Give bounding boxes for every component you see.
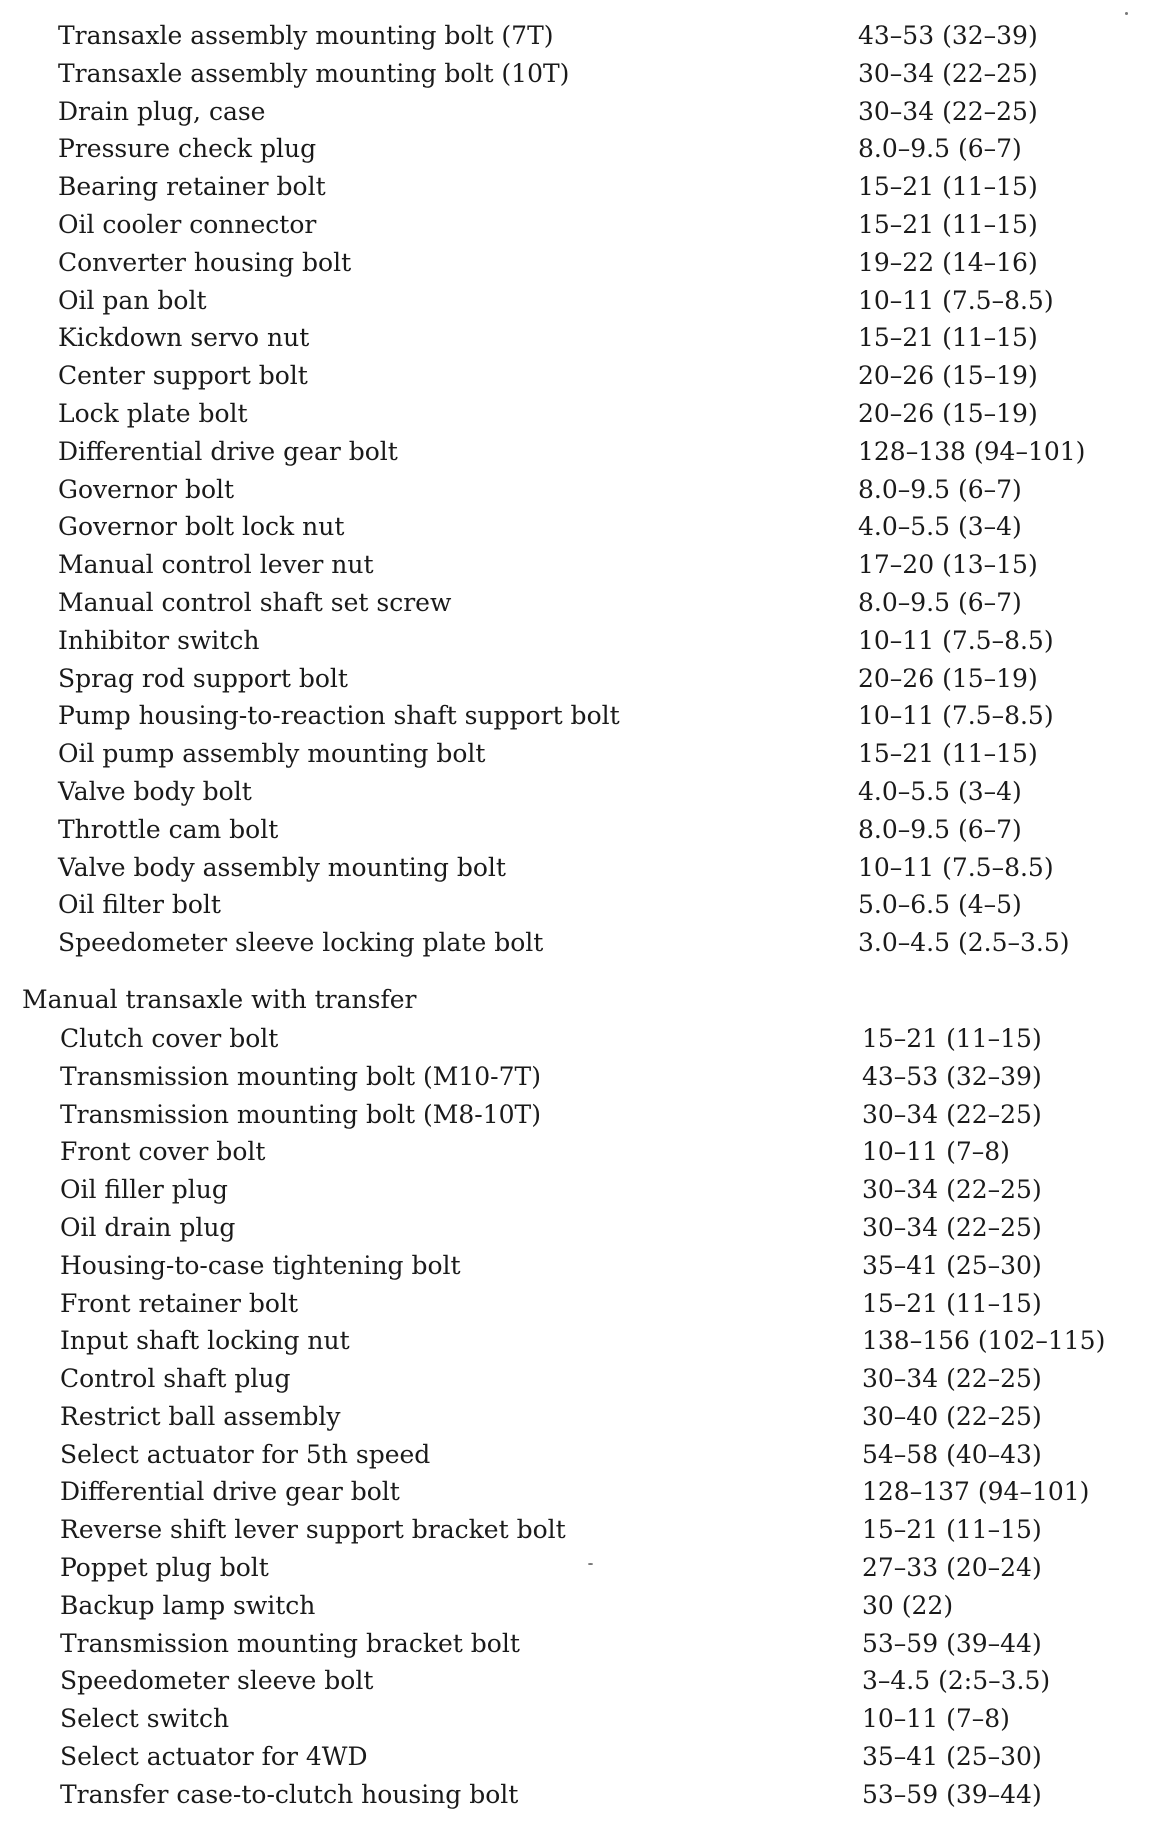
spec-item-label: Restrict ball assembly [60, 1401, 341, 1431]
spec-torque-value: 15–21 (11–15) [858, 739, 1038, 769]
spec-item-label: Speedometer sleeve bolt [60, 1666, 374, 1696]
spec-torque-value: 30–34 (22–25) [862, 1175, 1042, 1205]
spec-torque-value: 30–34 (22–25) [858, 58, 1038, 88]
manual-transaxle-group [0, 1020, 1152, 1814]
spec-item-label: Select actuator for 5th speed [60, 1439, 431, 1469]
spec-torque-value: 8.0–9.5 (6–7) [858, 134, 1022, 164]
spec-item-label: Control shaft plug [60, 1364, 291, 1394]
spec-item-label: Poppet plug bolt [60, 1553, 269, 1583]
spec-torque-value: 10–11 (7.5–8.5) [858, 852, 1054, 882]
spec-row [0, 924, 1152, 962]
spec-torque-value: 20–26 (15–19) [858, 398, 1038, 428]
spec-torque-value: 8.0–9.5 (6–7) [858, 474, 1022, 504]
spec-row [0, 886, 1152, 924]
spec-item-label: Oil drain plug [60, 1212, 236, 1242]
spec-torque-value: 30–34 (22–25) [862, 1212, 1042, 1242]
spec-row [0, 546, 1152, 584]
spec-row [0, 849, 1152, 887]
spec-row [0, 1058, 1152, 1096]
spec-torque-value: 128–137 (94–101) [862, 1477, 1090, 1507]
spec-row [0, 1285, 1152, 1323]
spec-torque-value: 15–21 (11–15) [858, 209, 1038, 239]
spec-item-label: Lock plate bolt [58, 398, 248, 428]
spec-torque-value: 10–11 (7–8) [862, 1137, 1010, 1167]
spec-torque-value: 30–34 (22–25) [858, 96, 1038, 126]
spec-item-label: Reverse shift lever support bracket bolt [60, 1515, 566, 1545]
spec-row [0, 584, 1152, 622]
spec-row [0, 433, 1152, 471]
spec-torque-value: 20–26 (15–19) [858, 361, 1038, 391]
spec-row [0, 773, 1152, 811]
automatic-transaxle-group [0, 17, 1152, 962]
spec-row [0, 1587, 1152, 1625]
spec-row [0, 244, 1152, 282]
torque-spec-table [0, 17, 1152, 1814]
spec-torque-value: 4.0–5.5 (3–4) [858, 512, 1022, 542]
spec-row [0, 1511, 1152, 1549]
spec-torque-value: 43–53 (32–39) [858, 21, 1038, 50]
spec-item-label: Housing-to-case tightening bolt [60, 1250, 461, 1280]
spec-item-label: Oil cooler connector [58, 209, 317, 239]
spec-row [0, 93, 1152, 131]
spec-item-label: Front cover bolt [60, 1137, 266, 1167]
spec-torque-value: 53–59 (39–44) [862, 1628, 1042, 1658]
section-heading: Manual transaxle with transfer [22, 984, 417, 1014]
spec-item-label: Pump housing-to-reaction shaft support bolt [58, 701, 620, 731]
spec-torque-value: 15–21 (11–15) [858, 172, 1038, 202]
spec-item-label: Sprag rod support bolt [58, 663, 348, 693]
spec-item-label: Pressure check plug [58, 134, 317, 164]
spec-row [0, 17, 1152, 55]
spec-row [0, 1549, 1152, 1587]
spec-torque-value: 5.0–6.5 (4–5) [858, 890, 1022, 920]
spec-torque-value: 19–22 (14–16) [858, 247, 1038, 277]
spec-item-label: Differential drive gear bolt [60, 1477, 400, 1507]
spec-item-label: Select actuator for 4WD [60, 1742, 368, 1772]
spec-row [0, 697, 1152, 735]
scan-speck [1125, 12, 1128, 15]
spec-row [0, 471, 1152, 509]
spec-torque-value: 53–59 (39–44) [862, 1779, 1042, 1809]
spec-torque-value: 15–21 (11–15) [858, 323, 1038, 353]
spec-row [0, 130, 1152, 168]
spec-row [0, 622, 1152, 660]
spec-row [0, 395, 1152, 433]
spec-row [0, 508, 1152, 546]
spec-item-label: Speedometer sleeve locking plate bolt [58, 928, 544, 958]
spec-torque-value: 10–11 (7.5–8.5) [858, 625, 1054, 655]
spec-row [0, 660, 1152, 698]
spec-torque-value: 15–21 (11–15) [862, 1515, 1042, 1545]
spec-torque-value: 20–26 (15–19) [858, 663, 1038, 693]
spec-row [0, 1700, 1152, 1738]
spec-row [0, 1322, 1152, 1360]
spec-row [0, 206, 1152, 244]
spec-torque-value: 10–11 (7.5–8.5) [858, 285, 1054, 315]
spec-torque-value: 4.0–5.5 (3–4) [858, 776, 1022, 806]
spec-item-label: Throttle cam bolt [58, 814, 279, 844]
spec-torque-value: 8.0–9.5 (6–7) [858, 587, 1022, 617]
spec-item-label: Transaxle assembly mounting bolt (7T) [58, 21, 554, 50]
spec-row [0, 1133, 1152, 1171]
spec-item-label: Drain plug, case [58, 96, 266, 126]
spec-row [0, 1436, 1152, 1474]
spec-item-label: Manual control lever nut [58, 550, 374, 580]
spec-row [0, 735, 1152, 773]
spec-torque-value: 30–34 (22–25) [862, 1099, 1042, 1129]
spec-item-label: Transmission mounting bracket bolt [60, 1628, 520, 1658]
spec-item-label: Inhibitor switch [58, 625, 260, 655]
spec-torque-value: 3.0–4.5 (2.5–3.5) [858, 928, 1070, 958]
spec-torque-value: 10–11 (7–8) [862, 1704, 1010, 1734]
spec-torque-value: 27–33 (20–24) [862, 1553, 1042, 1583]
spec-item-label: Bearing retainer bolt [58, 172, 326, 202]
spec-row [0, 1247, 1152, 1285]
spec-torque-value: 17–20 (13–15) [858, 550, 1038, 580]
spec-torque-value: 10–11 (7.5–8.5) [858, 701, 1054, 731]
spec-item-label: Transfer case-to-clutch housing bolt [60, 1779, 519, 1809]
spec-row [0, 1209, 1152, 1247]
spec-item-label: Valve body assembly mounting bolt [58, 852, 506, 882]
spec-torque-value: 35–41 (25–30) [862, 1250, 1042, 1280]
spec-torque-value: 15–21 (11–15) [862, 1288, 1042, 1318]
spec-torque-value: 3–4.5 (2:5–3.5) [862, 1666, 1051, 1696]
spec-row [0, 1171, 1152, 1209]
spec-item-label: Front retainer bolt [60, 1288, 299, 1318]
spec-item-label: Input shaft locking nut [60, 1326, 350, 1356]
spec-item-label: Differential drive gear bolt [58, 436, 398, 466]
spec-item-label: Governor bolt lock nut [58, 512, 345, 542]
spec-row [0, 168, 1152, 206]
spec-item-label: Clutch cover bolt [60, 1023, 279, 1053]
spec-item-label: Select switch [60, 1704, 230, 1734]
spec-torque-value: 43–53 (32–39) [862, 1061, 1042, 1091]
spec-torque-value: 128–138 (94–101) [858, 436, 1086, 466]
spec-item-label: Oil pump assembly mounting bolt [58, 739, 486, 769]
spec-row [0, 1625, 1152, 1663]
spec-row [0, 319, 1152, 357]
spec-row [0, 1738, 1152, 1776]
spec-item-label: Transaxle assembly mounting bolt (10T) [58, 58, 570, 88]
spec-item-label: Transmission mounting bolt (M10-7T) [60, 1061, 541, 1091]
spec-item-label: Valve body bolt [58, 776, 252, 806]
spec-torque-value: 30–34 (22–25) [862, 1364, 1042, 1394]
spec-item-label: Oil filter bolt [58, 890, 221, 920]
spec-row [0, 1776, 1152, 1814]
section-heading-row [0, 980, 1152, 1020]
spec-torque-value: 54–58 (40–43) [862, 1439, 1042, 1469]
spec-torque-value: 35–41 (25–30) [862, 1742, 1042, 1772]
spec-item-label: Governor bolt [58, 474, 235, 504]
spec-torque-value: 30 (22) [862, 1590, 954, 1620]
spec-row [0, 1096, 1152, 1134]
spec-item-label: Converter housing bolt [58, 247, 352, 277]
spec-item-label: Oil filler plug [60, 1175, 228, 1205]
spec-item-label: Oil pan bolt [58, 285, 207, 315]
spec-item-label: Transmission mounting bolt (M8-10T) [60, 1099, 541, 1129]
spec-row [0, 55, 1152, 93]
spec-row [0, 357, 1152, 395]
spec-item-label: Kickdown servo nut [58, 323, 310, 353]
spec-torque-value: 138–156 (102–115) [862, 1326, 1106, 1356]
spec-item-label: Manual control shaft set screw [58, 587, 452, 617]
spec-row [0, 1473, 1152, 1511]
spec-row [0, 1398, 1152, 1436]
spec-item-label: Center support bolt [58, 361, 308, 391]
spec-item-label: Backup lamp switch [60, 1590, 316, 1620]
spec-row [0, 1360, 1152, 1398]
spec-row [0, 282, 1152, 320]
spec-row [0, 1020, 1152, 1058]
spec-row [0, 811, 1152, 849]
spec-torque-value: 15–21 (11–15) [862, 1023, 1042, 1053]
spec-torque-value: 30–40 (22–25) [862, 1401, 1042, 1431]
spec-row [0, 1662, 1152, 1700]
spec-torque-value: 8.0–9.5 (6–7) [858, 814, 1022, 844]
